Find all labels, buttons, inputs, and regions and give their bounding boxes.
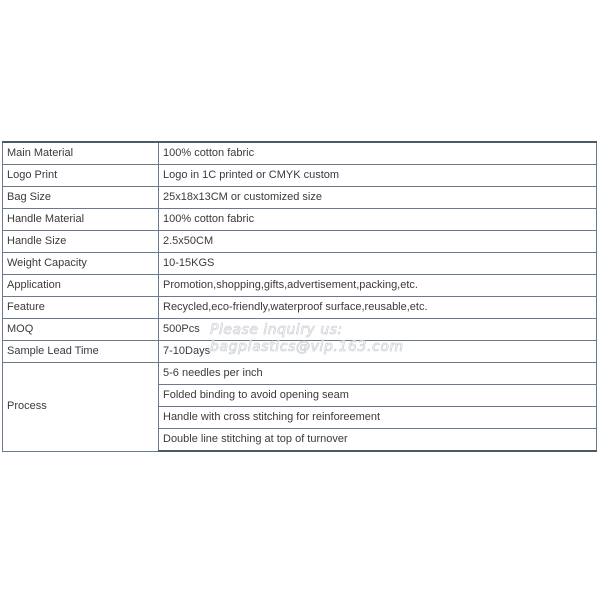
process-step: Folded binding to avoid opening seam	[159, 385, 597, 407]
spec-label: MOQ	[3, 319, 159, 341]
table-row	[3, 363, 597, 385]
process-step: Double line stitching at top of turnover	[159, 429, 597, 452]
process-label: Process	[3, 363, 159, 452]
spec-value: 2.5x50CM	[159, 231, 597, 253]
process-step: 5-6 needles per inch	[159, 363, 597, 385]
table-row	[3, 187, 597, 209]
spec-label: Sample Lead Time	[3, 341, 159, 363]
process-step: Handle with cross stitching for reinforeement	[159, 407, 597, 429]
table-row	[3, 275, 597, 297]
watermark-line-email: bagplastics@vip.163.com	[210, 339, 404, 355]
spec-value: 7-10Days	[159, 341, 597, 363]
spec-value: Logo in 1C printed or CMYK custom	[159, 165, 597, 187]
spec-label: Main Material	[3, 142, 159, 165]
spec-value: 500Pcs	[159, 319, 597, 341]
spec-value: Recycled,eco-friendly,waterproof surface,reusable,etc.	[159, 297, 597, 319]
spec-label: Handle Size	[3, 231, 159, 253]
product-spec-table	[2, 141, 597, 452]
spec-value: 25x18x13CM or customized size	[159, 187, 597, 209]
spec-value: 100% cotton fabric	[159, 142, 597, 165]
table-row	[3, 297, 597, 319]
table-row	[3, 319, 597, 341]
spec-label: Logo Print	[3, 165, 159, 187]
spec-value: 10-15KGS	[159, 253, 597, 275]
table-row	[3, 209, 597, 231]
table-row	[3, 142, 597, 165]
spec-value: Promotion,shopping,gifts,advertisement,packing,etc.	[159, 275, 597, 297]
spec-label: Handle Material	[3, 209, 159, 231]
spec-label: Feature	[3, 297, 159, 319]
watermark-line-inquiry: Please inquiry us:	[210, 322, 343, 338]
table-row	[3, 253, 597, 275]
table-row	[3, 341, 597, 363]
spec-label: Bag Size	[3, 187, 159, 209]
spec-label: Application	[3, 275, 159, 297]
table-row	[3, 231, 597, 253]
table-row	[3, 165, 597, 187]
spec-label: Weight Capacity	[3, 253, 159, 275]
spec-value: 100% cotton fabric	[159, 209, 597, 231]
